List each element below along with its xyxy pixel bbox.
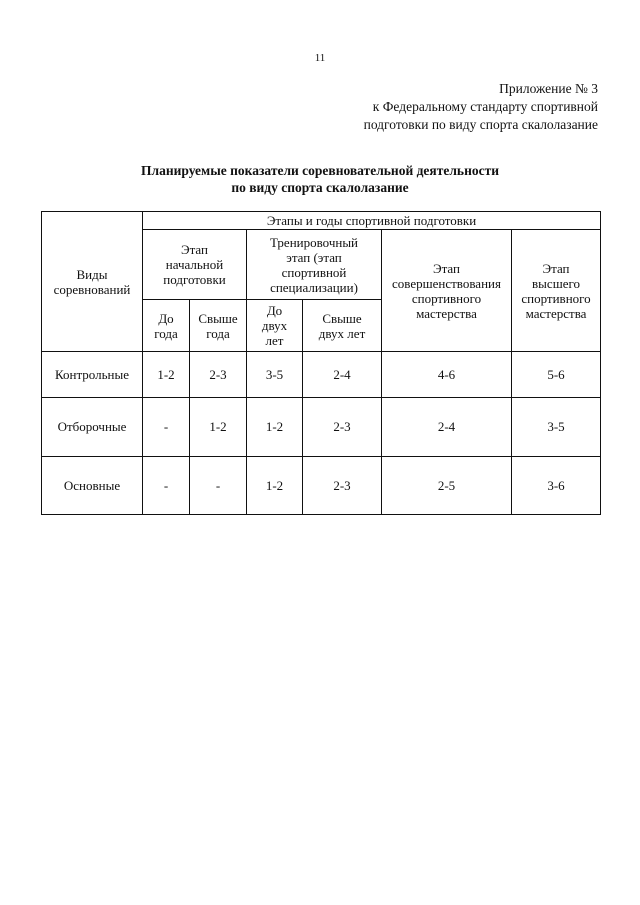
header-initial-over-year: Свыше года	[190, 300, 247, 352]
table-row	[42, 456, 601, 514]
table-cell: 1-2	[247, 397, 303, 456]
title-line-2: по виду спорта скалолазание	[231, 180, 409, 195]
table-cell: 2-3	[303, 397, 382, 456]
table-cell: 2-3	[190, 352, 247, 397]
header-competition-types: Виды соревнований	[42, 212, 143, 352]
header-training-up-to-two-years: До двух лет	[247, 300, 303, 352]
page-number: 11	[314, 52, 326, 64]
appendix-line-3: подготовки по виду спорта скалолазание	[363, 117, 598, 132]
title-line-1: Планируемые показатели соревновательной деятельности	[141, 163, 499, 178]
table-cell: 3-6	[512, 456, 601, 514]
table-row	[42, 352, 601, 397]
table-row	[42, 397, 601, 456]
table-cell: -	[143, 456, 190, 514]
header-stage-improvement: Этап совершенствования спортивного мастерства	[382, 230, 512, 352]
table-cell: 1-2	[143, 352, 190, 397]
table-cell: 4-6	[382, 352, 512, 397]
header-stage-highest: Этап высшего спортивного мастерства	[512, 230, 601, 352]
header-initial-up-to-year: До года	[143, 300, 190, 352]
table-cell: 2-5	[382, 456, 512, 514]
table-cell: 2-3	[303, 456, 382, 514]
document-title	[0, 162, 640, 196]
table-cell: 1-2	[190, 397, 247, 456]
appendix-line-1: Приложение № 3	[499, 81, 598, 96]
table-cell: 5-6	[512, 352, 601, 397]
competition-indicators-table	[41, 211, 601, 515]
table-cell: 1-2	[247, 456, 303, 514]
header-training-over-two-years: Свыше двух лет	[303, 300, 382, 352]
table-cell: -	[143, 397, 190, 456]
table-cell: 2-4	[382, 397, 512, 456]
table-cell: 2-4	[303, 352, 382, 397]
table-cell: 3-5	[512, 397, 601, 456]
row-label: Контрольные	[42, 352, 143, 397]
appendix-header	[364, 80, 598, 134]
appendix-line-2: к Федеральному стандарту спортивной	[372, 99, 598, 114]
row-label: Отборочные	[42, 397, 143, 456]
row-label: Основные	[42, 456, 143, 514]
table-cell: -	[190, 456, 247, 514]
header-stages-group: Этапы и годы спортивной подготовки	[143, 212, 601, 230]
header-stage-training: Тренировочный этап (этап спортивной специализации)	[247, 230, 382, 300]
header-stage-initial: Этап начальной подготовки	[143, 230, 247, 300]
table-cell: 3-5	[247, 352, 303, 397]
